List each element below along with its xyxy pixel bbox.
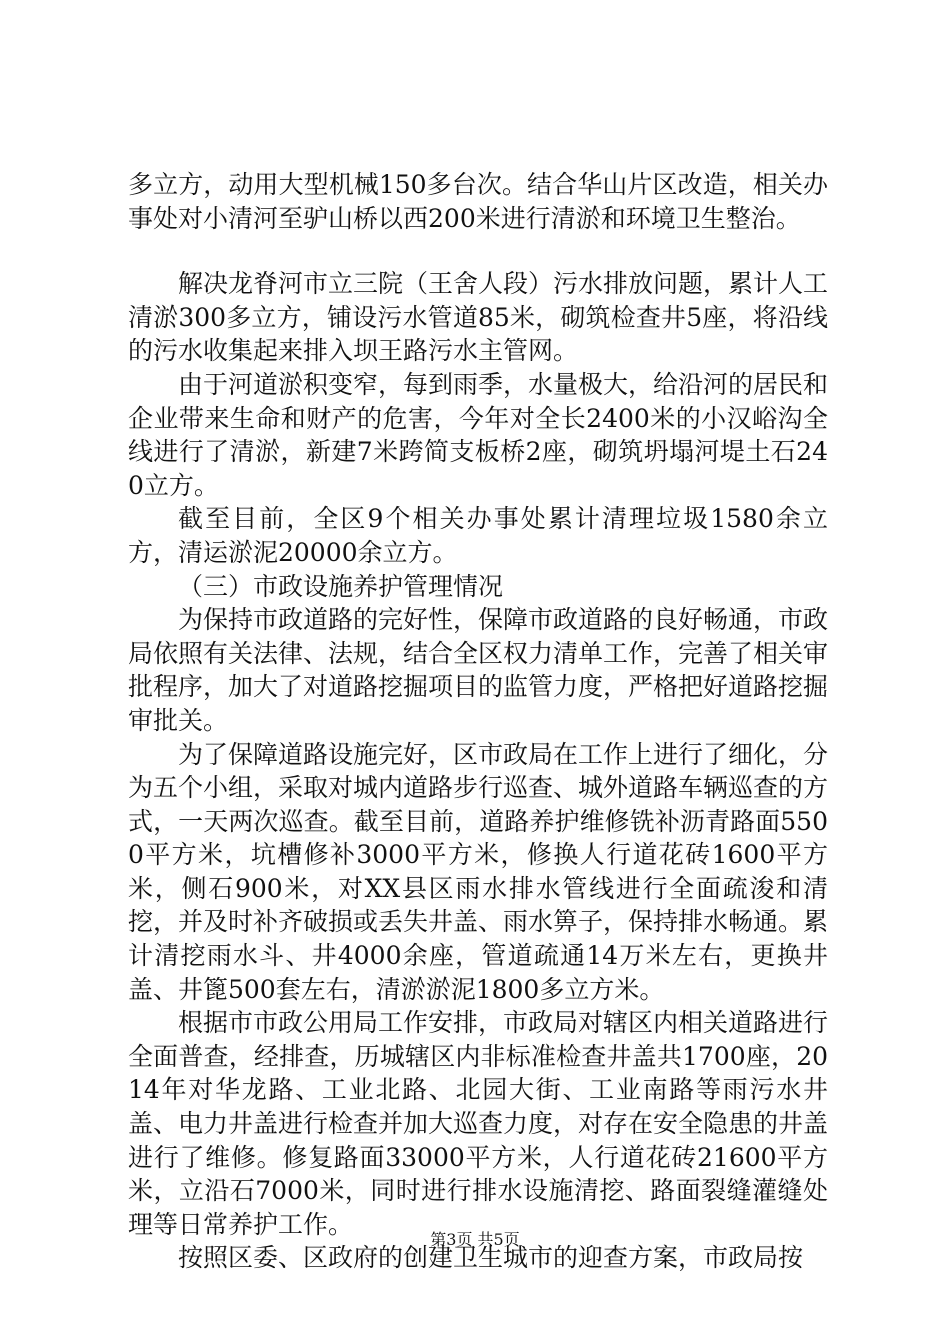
paragraph-road-permit: 为保持市政道路的完好性，保障市政道路的良好畅通，市政局依照有关法律、法规，结合全区权力清单工作，完善了相关审批程序，加大了对道路挖掘项目的监管力度，严格把好道路挖掘审批关。 — [128, 605, 829, 735]
paragraph-xiaohanyu-gully: 由于河道淤积变窄，每到雨季，水量极大，给沿河的居民和企业带来生命和财产的危害，今年对全长2400米的小汉峪沟全线进行了清淤，新建7米跨简支板桥2座，砌筑坍塌河堤土石240立方。 — [128, 369, 829, 500]
paragraph-gap — [128, 235, 828, 267]
paragraph-road-inspection: 为了保障道路设施完好，区市政局在工作上进行了细化，分为五个小组，采取对城内道路步行巡查、城外道路车辆巡查的方式，一天两次巡查。截至目前，道路养护维修铣补沥青路面5500平方米，坑槽修补3000平方米，修换人行道花砖1600平方米，侧石900米，对XX县区雨水排水管线进行全面疏浚和清挖，并及时补齐破损或丢失井盖、雨水箅子，保持排水畅通。累计清挖雨水斗、井4000余座，管道疏通14万米左右，更换井盖、井篦500套左右，清淤淤泥1800多立方米。 — [128, 739, 829, 1004]
page-footer: 第3页 共5页 — [430, 1230, 520, 1249]
document-body — [128, 168, 828, 1275]
paragraph-garbage-summary: 截至目前，全区9个相关办事处累计清理垃圾1580余立方，清运淤泥20000余立方。 — [128, 504, 828, 567]
paragraph-continuation: 多立方，动用大型机械150多台次。结合华山片区改造，相关办事处对小清河至驴山桥以西200米进行清淤和环境卫生整治。 — [128, 170, 828, 233]
paragraph-longji-river: 解决龙脊河市立三院（王舍人段）污水排放问题，累计人工清淤300多立方，铺设污水管道85米，砌筑检查井5座，将沿线的污水收集起来排入坝王路污水主管网。 — [128, 269, 829, 366]
section-heading: （三）市政设施养护管理情况 — [178, 571, 504, 601]
paragraph-manhole-survey: 根据市市政公用局工作安排，市政局对辖区内相关道路进行全面普查，经排查，历城辖区内非标准检查井盖共1700座，2014年对华龙路、工业北路、北园大街、工业南路等雨污水井盖、电力井盖进行检查并加大巡查力度，对存在安全隐患的井盖进行了维修。修复路面33000平方米，人行道花砖21600平方米，立沿石7000米，同时进行排水设施清挖、路面裂缝灌缝处理等日常养护工作。 — [128, 1008, 829, 1239]
paragraph-sanitation-city: 按照区委、区政府的创建卫生城市的迎查方案，市政局按 — [178, 1243, 804, 1273]
